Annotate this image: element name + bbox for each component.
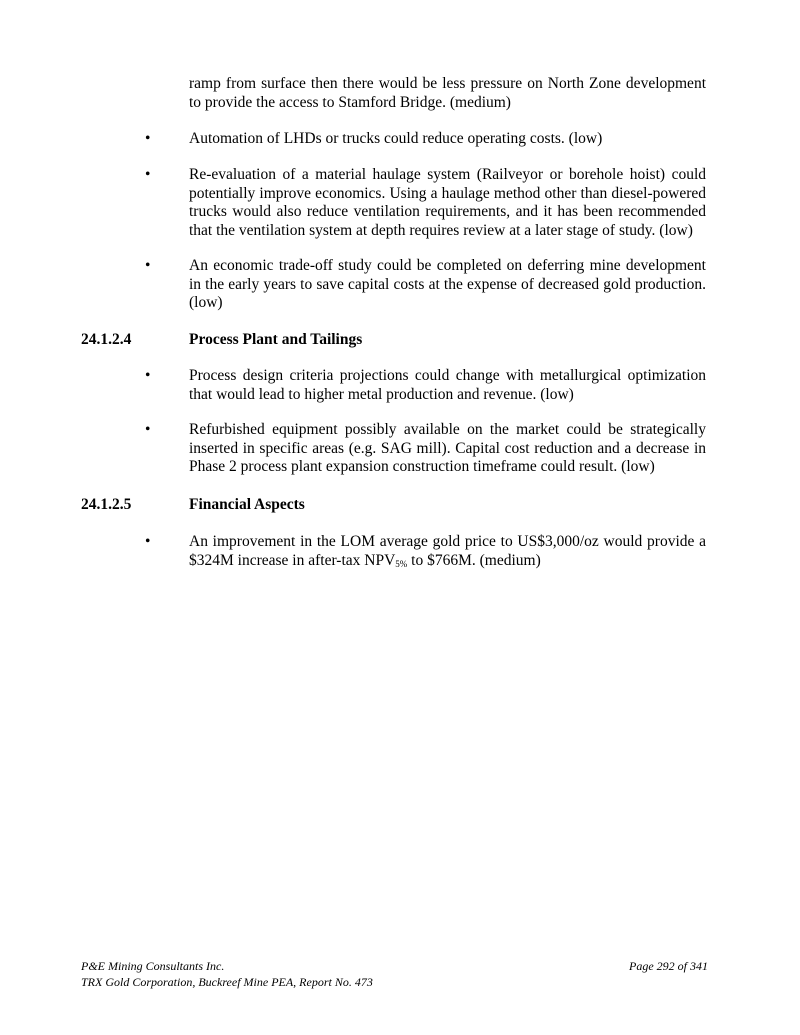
footer-company: P&E Mining Consultants Inc. — [81, 959, 225, 973]
bullet-icon: • — [145, 533, 151, 550]
bullet-text-haulage: Re-evaluation of a material haulage system (Railveyor or borehole hoist) could potentially improve economics. Using a haulage method other than diesel-powered trucks would also reduce ventilation requirements, and it has been recommended that the ventilation system at depth requires review at a later stage of study. (low) — [189, 166, 706, 239]
section-title-process: Process Plant and Tailings — [189, 331, 363, 348]
bullet-icon: • — [145, 421, 151, 438]
bullet-icon: • — [145, 367, 151, 384]
section-title-financial: Financial Aspects — [189, 496, 305, 513]
footer-page-number: Page 292 of 341 — [629, 959, 708, 973]
bullet-text-automation: Automation of LHDs or trucks could reduce operating costs. (low) — [189, 130, 603, 147]
bullet-text-tradeoff: An economic trade-off study could be completed on deferring mine development in the early years to save capital costs at the expense of decreased gold production. (low) — [189, 257, 706, 311]
section-number-process: 24.1.2.4 — [81, 331, 132, 348]
bullet-icon: • — [145, 257, 151, 274]
gold-price-text-end: to $766M. (medium) — [407, 551, 541, 569]
gold-price-text: An improvement in the LOM average gold price to US$3,000/oz would provide a $324M increase in after-tax NPV — [189, 533, 706, 569]
npv-subscript: 5% — [395, 558, 408, 569]
section-number-financial: 24.1.2.5 — [81, 496, 132, 513]
bullet-text-gold-price — [189, 533, 706, 570]
bullet-text-process-design: Process design criteria projections could change with metallurgical optimization that would lead to higher metal production and revenue. (low) — [189, 367, 706, 403]
bullet-icon: • — [145, 166, 151, 183]
bullet-text-refurbished: Refurbished equipment possibly available on the market could be strategically inserted in specific areas (e.g. SAG mill). Capital cost reduction and a decrease in Phase 2 process plant expansion construction timeframe could result. (low) — [189, 421, 706, 475]
continuation-paragraph: ramp from surface then there would be less pressure on North Zone development to provide the access to Stamford Bridge. (medium) — [189, 75, 706, 111]
bullet-icon: • — [145, 130, 151, 147]
footer-report: TRX Gold Corporation, Buckreef Mine PEA, Report No. 473 — [81, 975, 373, 989]
